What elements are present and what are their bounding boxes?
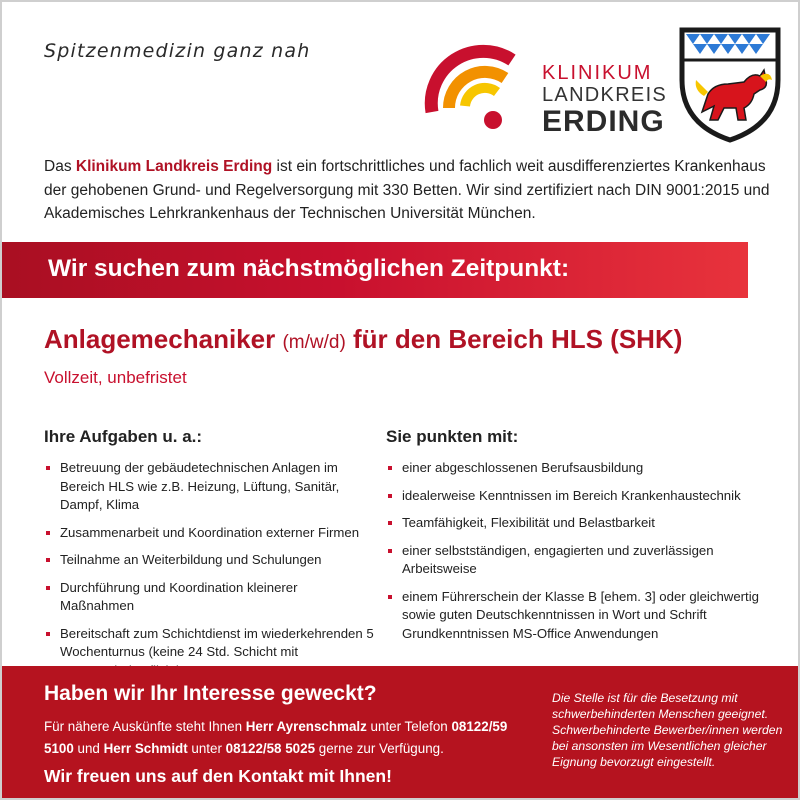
closing-line: Wir freuen uns auf den Kontakt mit Ihnen! — [44, 766, 392, 786]
contact-text — [44, 716, 524, 760]
list-item: idealerweise Kenntnissen im Bereich Krankenhaustechnik — [386, 487, 766, 506]
coat-of-arms-icon — [674, 20, 786, 144]
job-subtitle: Vollzeit, unbefristet — [44, 368, 187, 387]
list-item: Zusammenarbeit und Koordination externer Firmen — [44, 524, 374, 543]
contact-mid-3: unter — [187, 741, 226, 756]
contact-post: gerne zur Verfügung. — [315, 741, 444, 756]
contact-phone-1: 08122/59 5100 — [44, 719, 508, 756]
list-item: einem Führerschein der Klasse B [ehem. 3] oder gleichwertig sowie guten Deutschkenntnissen in Wort und Schrift Grundkenntnissen MS-Office Anwendungen — [386, 588, 766, 644]
headline-banner — [2, 242, 748, 298]
list-item: Teamfähigkeit, Flexibilität und Belastbarkeit — [386, 514, 766, 533]
profile-list — [386, 459, 766, 643]
tasks-section — [44, 427, 374, 689]
list-item: einer abgeschlossenen Berufsausbildung — [386, 459, 766, 478]
job-title — [44, 324, 682, 355]
intro-prefix: Das — [44, 158, 76, 175]
contact-mid-2: und — [73, 741, 104, 756]
list-item: Teilnahme an Weiterbildung und Schulungen — [44, 551, 374, 570]
logo-line-landkreis: LANDKREIS — [542, 84, 668, 106]
profile-section — [386, 427, 766, 652]
intro-brand: Klinikum Landkreis Erding — [75, 158, 273, 175]
contact-footer — [2, 666, 800, 800]
contact-pre: Für nähere Auskünfte steht Ihnen — [44, 719, 246, 734]
list-item: Betreuung der gebäudetechnischen Anlagen im Bereich HLS wie z.B. Heizung, Lüftung, Sanitär, Dampf, Klima — [44, 459, 374, 515]
job-title-main: Anlagemechaniker — [44, 324, 276, 354]
clinic-logo-text — [542, 62, 668, 138]
footer-heading: Haben wir Ihr Interesse geweckt? — [44, 682, 377, 705]
tasks-list — [44, 459, 374, 680]
contact-phone-2: 08122/58 5025 — [225, 741, 316, 756]
intro-paragraph — [44, 155, 774, 226]
intro-text: ist ein fortschrittliches und fachlich weit ausdifferenziertes Krankenhaus der gehobenen Grund- und Regelversorgung mit 330 Betten. Wir sind zertifiziert nach DIN 9001:2015 und Akademisches Lehrkrankenhaus der Technischen Universität München. — [44, 158, 770, 222]
disability-note: Die Stelle ist für die Besetzung mit schwerbehinderten Menschen geeignet. Schwerbehinderte Bewerber/innen werden bei ansonsten im Wesentlichen gleicher Eignung bevorzugt eingestellt. — [552, 691, 783, 769]
tagline: Spitzenmedizin ganz nah — [44, 40, 311, 62]
list-item: Bereitschaft zum Schichtdienst im wiederkehrenden 5 Wochenturnus (keine 24 Std. Schicht mit — [44, 625, 374, 681]
logo-line-klinikum: KLINIKUM — [542, 62, 653, 84]
profile-heading: Sie punkten mit: — [386, 427, 519, 446]
job-title-gender: (m/w/d) — [282, 332, 346, 353]
logo-line-erding: ERDING — [542, 105, 665, 138]
list-item: Durchführung und Koordination kleinerer Maßnahmen — [44, 579, 374, 616]
contact-mid-1: unter Telefon — [366, 719, 452, 734]
clinic-logo-icon — [407, 20, 537, 140]
banner-text: Wir suchen zum nächstmöglichen Zeitpunkt: — [48, 255, 570, 282]
list-item: einer selbstständigen, engagierten und zuverlässigen Arbeitsweise — [386, 542, 766, 579]
contact-person-2: Herr Schmidt — [103, 741, 188, 756]
contact-person-1: Herr Ayrenschmalz — [245, 719, 367, 734]
tasks-heading: Ihre Aufgaben u. a.: — [44, 427, 203, 446]
job-title-rest: für den Bereich HLS (SHK) — [353, 324, 683, 354]
